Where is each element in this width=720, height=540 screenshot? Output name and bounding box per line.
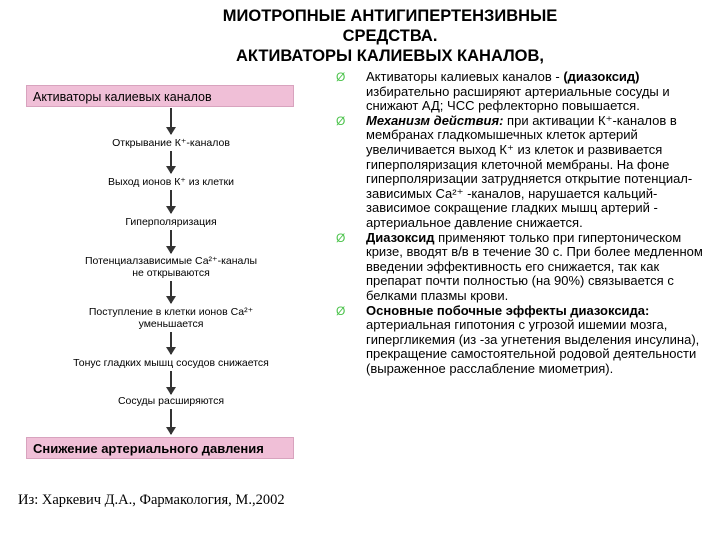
slide-title <box>170 6 610 66</box>
flow-arrow <box>170 409 172 434</box>
flow-arrow <box>170 281 172 303</box>
flow-step: Потенциалзависимые Са²⁺-каналы <box>84 255 258 267</box>
flow-arrow <box>170 108 172 134</box>
bullet-text-bold: Основные побочные эффекты диазоксида: <box>366 302 650 318</box>
bullet-arrow-icon: Ø <box>336 303 346 318</box>
bullet-list <box>336 70 716 376</box>
bullet-text <box>366 303 699 376</box>
bullet-item <box>336 231 716 304</box>
flow-step: уменьшается <box>138 318 204 330</box>
flow-step: Тонус гладких мышц сосудов снижается <box>73 357 269 369</box>
bullet-text-part: Активаторы калиевых каналов - <box>366 69 564 84</box>
bullet-text-part: артериальная гипотония с угрозой ишемии мозга, гипергликемия (из -за угнетения выделения инсулина), прекращение самостоятельной родовой деятельности (выраженное расслабление миометрия). <box>366 317 700 376</box>
bullet-item <box>336 114 716 231</box>
flow-arrow <box>170 332 172 354</box>
flow-step: Открывание К⁺-каналов <box>112 137 230 149</box>
title-line-3: АКТИВАТОРЫ КАЛИЕВЫХ КАНАЛОВ, <box>236 47 544 65</box>
flow-step: не открываются <box>132 267 210 279</box>
bullet-item <box>336 70 716 114</box>
bullet-text-bold: (диазоксид) <box>563 69 640 84</box>
bullet-text <box>366 230 703 303</box>
flow-step: Сосуды расширяются <box>117 395 225 407</box>
bullet-arrow-icon: Ø <box>336 70 346 84</box>
diagram-top-box: Активаторы калиевых каналов <box>26 85 294 107</box>
bullet-arrow-icon: Ø <box>336 230 346 245</box>
bullet-text-part: избирательно расширяют артериальные сосуды и снижают АД; ЧСС рефлекторно повышается. <box>366 83 670 114</box>
title-line-2: СРЕДСТВА. <box>342 27 438 45</box>
bullet-text <box>366 69 670 113</box>
mechanism-flow-diagram <box>26 85 316 475</box>
bullet-text-bold: Диазоксид <box>366 229 435 245</box>
bullet-item <box>336 304 716 377</box>
bullet-text-part: применяют только при гипертоническом кризе, вводят в/в в течение 30 с. При более медленном введении эффективность его снижается, так как препарат почти полностью (на 90%) связывается с белками плазмы крови. <box>366 229 703 303</box>
flow-step: Гиперполяризация <box>125 216 217 228</box>
flow-arrow <box>170 371 172 394</box>
bullet-text-bolditalic: Механизм действия: <box>366 112 504 128</box>
title-line-1: МИОТРОПНЫЕ АНТИГИПЕРТЕНЗИВНЫЕ <box>222 7 558 25</box>
flow-arrow <box>170 151 172 173</box>
diagram-bottom-box: Снижение артериального давления <box>26 437 294 459</box>
bullet-arrow-icon: Ø <box>336 113 346 128</box>
flow-arrow <box>170 230 172 253</box>
bullet-text-part: при активации К⁺-каналов в мембранах гладкомышечных клеток артерий увеличивается выход К⁺ из клеток и развивается гиперполяризация клеточной мембраны. На фоне гиперполяризации затрудняется открытие потенциал-зависимых Са²⁺ -каналов, нарушается кальций-зависимое сокращение гладких мышц артерий - артериальное давление снижается. <box>366 112 693 230</box>
flow-arrow <box>170 190 172 213</box>
flow-step: Выход ионов К⁺ из клетки <box>108 176 234 188</box>
flow-step: Поступление в клетки ионов Са²⁺ <box>88 306 254 318</box>
bullet-text <box>366 113 692 230</box>
source-citation: Из: Харкевич Д.А., Фармакология, М.,2002 <box>18 492 285 508</box>
